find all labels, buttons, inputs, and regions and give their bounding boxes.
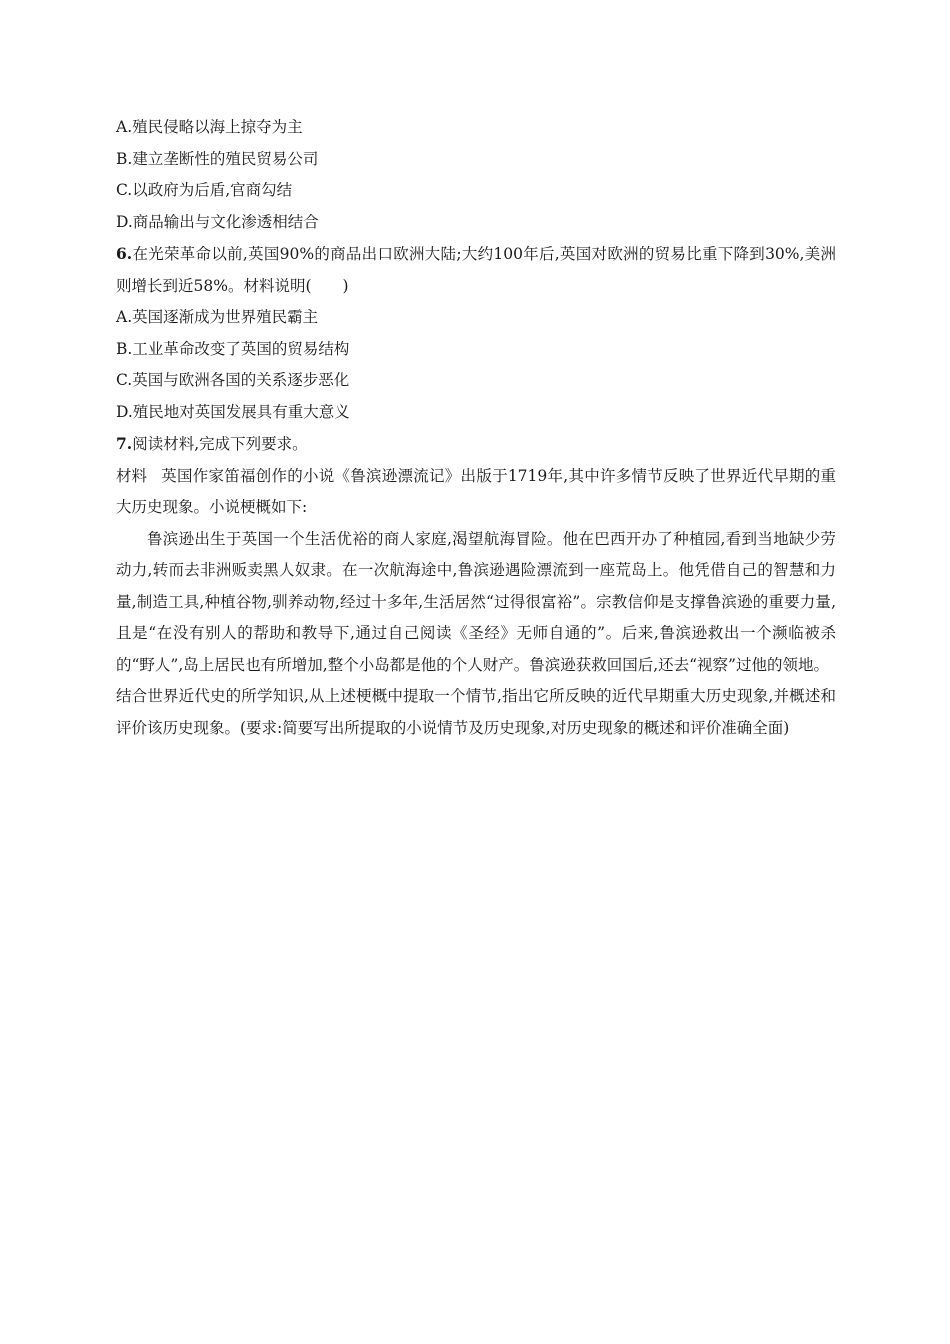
q7-task: 结合世界近代史的所学知识,从上述梗概中提取一个情节,指出它所反映的近代早期重大历史现象,并概述和评价该历史现象。(要求:简要写出所提取的小说情节及历史现象,对历史现象的概述和评价准确全面) xyxy=(116,687,836,737)
q6-option-d: D.殖民地对英国发展具有重大意义 xyxy=(116,402,350,421)
q7-number: 7. xyxy=(116,434,133,453)
q5-options xyxy=(116,112,836,238)
q7-synopsis: 鲁滨逊出生于英国一个生活优裕的商人家庭,渴望航海冒险。他在巴西开办了种植园,看到当地缺少劳动力,转而去非洲贩卖黑人奴隶。在一次航海途中,鲁滨逊遇险漂流到一座荒岛上。他凭借自己的智慧和力量,制造工具,种植谷物,驯养动物,经过十多年,生活居然“过得很富裕”。宗教信仰是支撑鲁滨逊的重要力量,且是“在没有别人的帮助和教导下,通过自己阅读《圣经》无师自通的”。后来,鲁滨逊救出一个濒临被杀的“野人”,岛上居民也有所增加,整个小岛都是他的个人财产。鲁滨逊获救回国后,还去“视察”过他的领地。 xyxy=(116,529,836,674)
q6-option-c: C.英国与欧洲各国的关系逐步恶化 xyxy=(116,371,350,389)
q6-option-a: A.英国逐渐成为世界殖民霸主 xyxy=(116,308,319,326)
q7-stem: 阅读材料,完成下列要求。 xyxy=(132,435,308,453)
q7-material-label: 材料 xyxy=(116,466,148,485)
question-7 xyxy=(116,428,836,744)
q6-stem: 在光荣革命以前,英国90%的商品出口欧洲大陆;大约100年后,英国对欧洲的贸易比重下降到30%,美洲则增长到近58%。材料说明( ) xyxy=(116,245,836,295)
q7-material-intro-block xyxy=(116,461,836,524)
q6-option-b: B.工业革命改变了英国的贸易结构 xyxy=(116,339,350,358)
q6-number: 6. xyxy=(116,244,133,263)
q5-option-d: D.商品输出与文化渗透相结合 xyxy=(116,212,319,231)
q7-stem-block xyxy=(116,428,836,461)
q7-material-intro: 英国作家笛福创作的小说《鲁滨逊漂流记》出版于1719年,其中许多情节反映了世界近代早期的重大历史现象。小说梗概如下: xyxy=(116,466,836,516)
document-page xyxy=(116,112,836,744)
question-6 xyxy=(116,238,836,428)
q6-stem-block xyxy=(116,238,836,302)
q5-option-a: A.殖民侵略以海上掠夺为主 xyxy=(116,118,303,136)
q5-option-b: B.建立垄断性的殖民贸易公司 xyxy=(116,149,319,168)
q5-option-c: C.以政府为后盾,官商勾结 xyxy=(116,181,293,199)
